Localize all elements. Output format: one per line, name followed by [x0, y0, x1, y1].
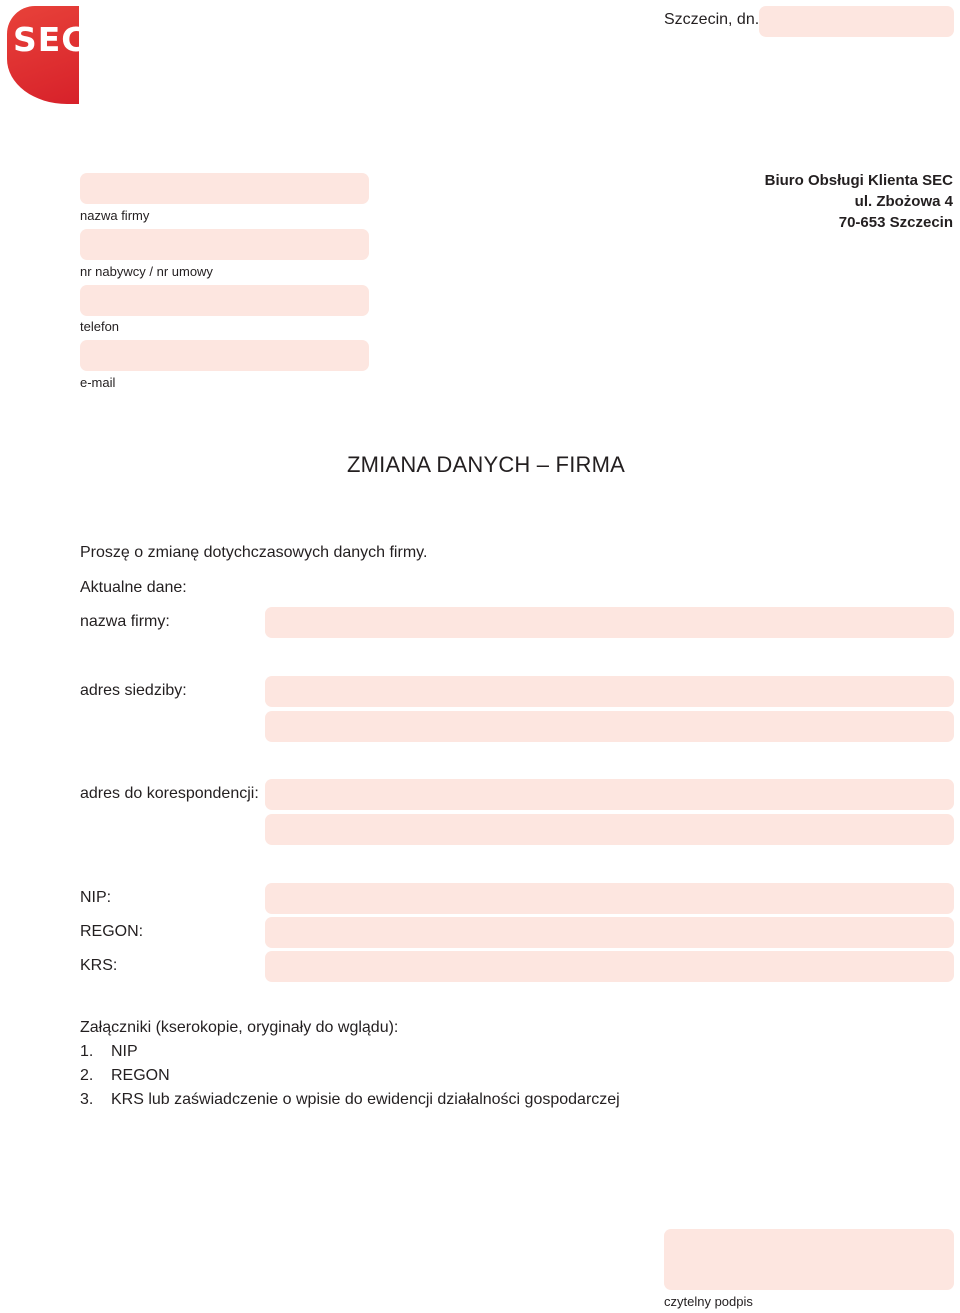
current-data-label: Aktualne dane:	[80, 579, 187, 596]
attachment-item: NIP	[111, 1043, 138, 1060]
sender-company-field[interactable]	[80, 173, 369, 204]
attachment-number: 1.	[80, 1043, 94, 1060]
form-title: ZMIANA DANYCH – FIRMA	[346, 452, 625, 477]
date-field[interactable]	[759, 6, 954, 37]
sender-phone-field[interactable]	[80, 285, 369, 316]
correspondence-address-field-1[interactable]	[265, 779, 954, 810]
krs-field[interactable]	[265, 951, 954, 982]
attachment-number: 3.	[80, 1091, 94, 1108]
signature-label: czytelny podpis	[664, 1294, 753, 1309]
attachment-item: KRS lub zaświadczenie o wpisie do ewidencji działalności gospodarczej	[111, 1091, 620, 1108]
registered-address-field-1[interactable]	[265, 676, 954, 707]
sender-email-label: e-mail	[80, 375, 116, 390]
regon-field[interactable]	[265, 917, 954, 948]
attachment-number: 2.	[80, 1067, 94, 1084]
sender-company-label: nazwa firmy	[80, 208, 150, 223]
recipient-office: Biuro Obsługi Klienta SEC	[764, 172, 953, 189]
place-date-label: Szczecin, dn.	[664, 11, 760, 28]
sender-customer-no-field[interactable]	[80, 229, 369, 260]
attachment-item: REGON	[111, 1067, 170, 1084]
nip-label: NIP:	[80, 889, 112, 906]
regon-label: REGON:	[80, 923, 144, 940]
attachments-heading: Załączniki (kserokopie, oryginały do wglądu):	[80, 1019, 399, 1036]
company-name-label: nazwa firmy:	[80, 613, 170, 630]
correspondence-address-field-2[interactable]	[265, 814, 954, 845]
sender-customer-no-label: nr nabywcy / nr umowy	[80, 264, 213, 279]
correspondence-address-label: adres do korespondencji:	[80, 785, 259, 802]
sec-logo	[7, 6, 87, 104]
sender-email-field[interactable]	[80, 340, 369, 371]
intro-text: Proszę o zmianę dotychczasowych danych firmy.	[80, 544, 428, 561]
nip-field[interactable]	[265, 883, 954, 914]
krs-label: KRS:	[80, 957, 118, 974]
company-name-field[interactable]	[265, 607, 954, 638]
logo-text: SEC	[13, 20, 87, 59]
sender-phone-label: telefon	[80, 319, 120, 334]
recipient-city: 70-653 Szczecin	[838, 214, 953, 231]
registered-address-label: adres siedziby:	[80, 682, 187, 699]
signature-field[interactable]	[664, 1229, 954, 1290]
registered-address-field-2[interactable]	[265, 711, 954, 742]
recipient-street: ul. Zbożowa 4	[854, 193, 953, 210]
